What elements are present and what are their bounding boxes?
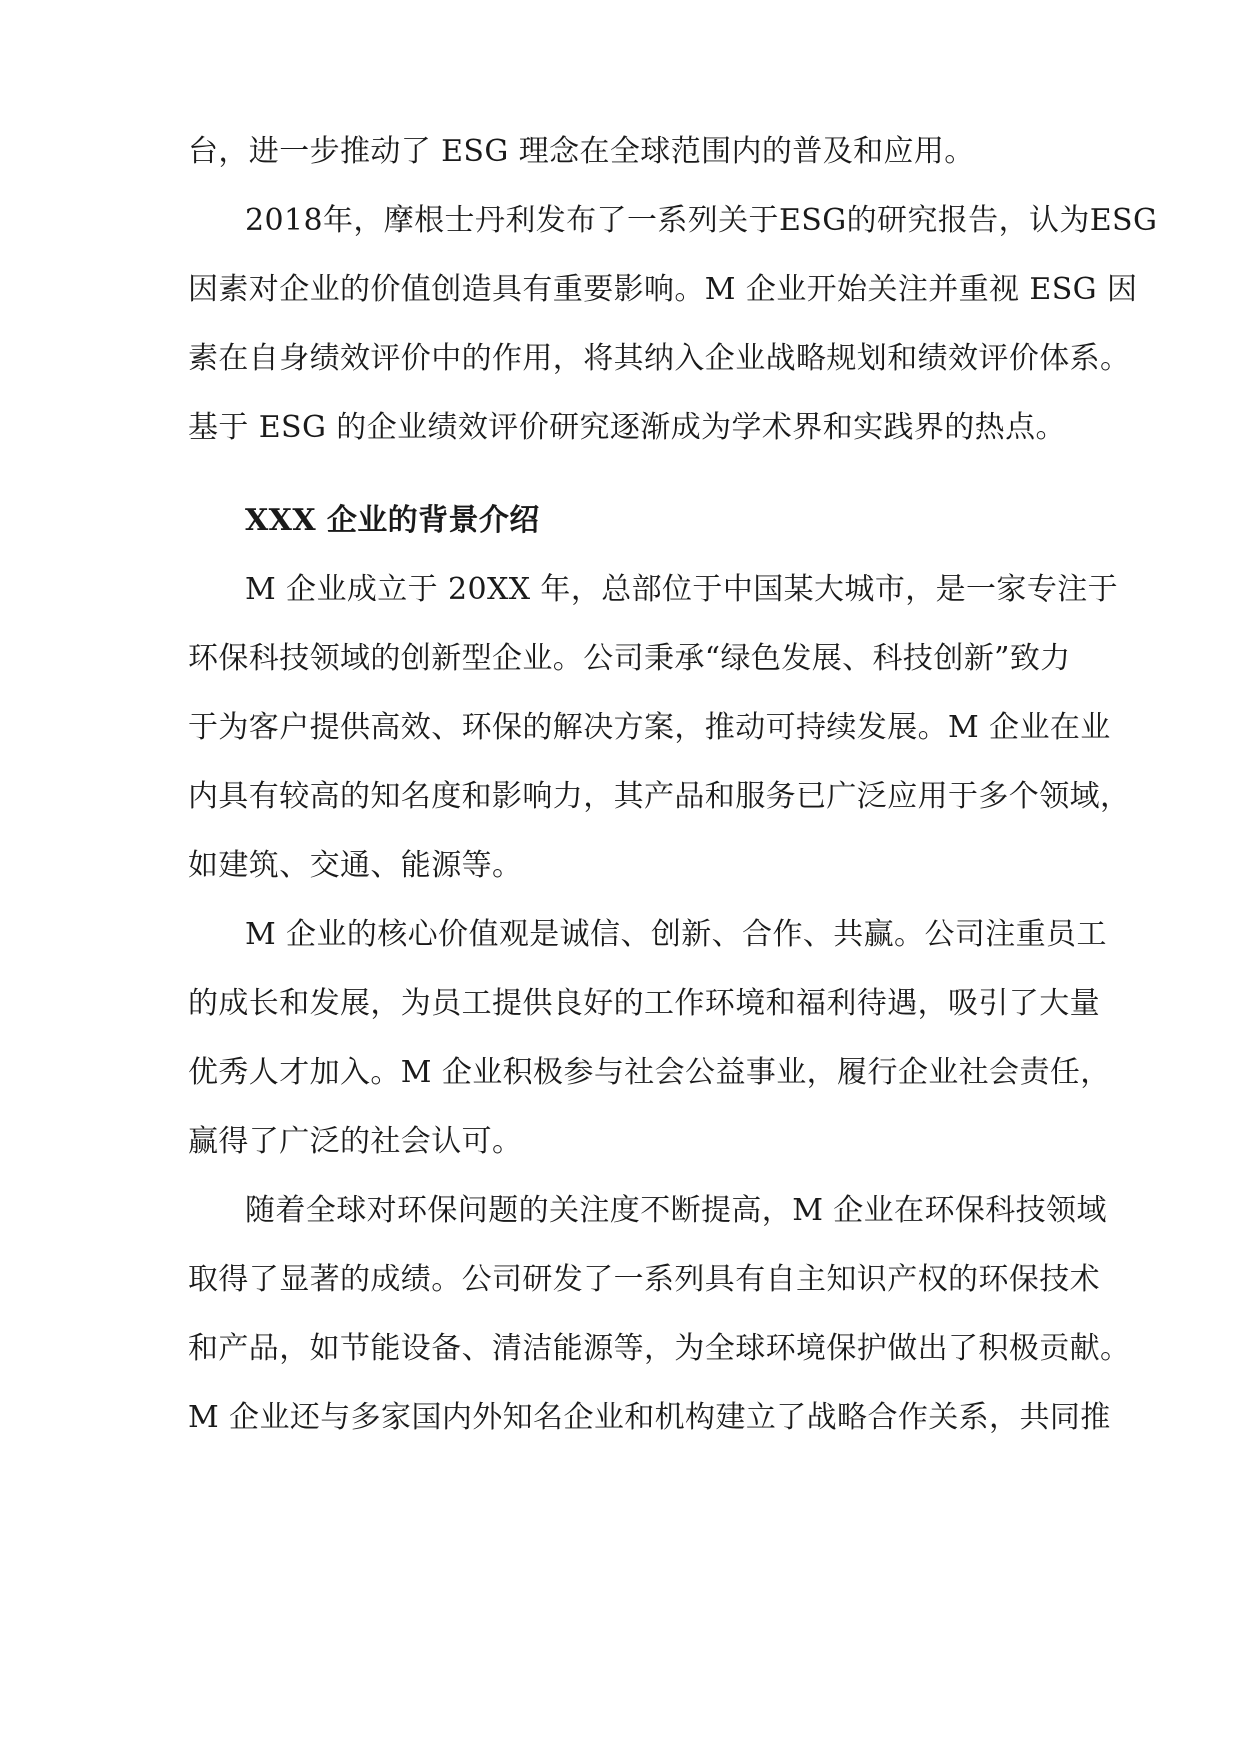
text-line: 基于 ESG 的企业绩效评价研究逐渐成为学术界和实践界的热点。 bbox=[188, 410, 1066, 445]
text-line: M 企业成立于 20XX 年，总部位于中国某大城市，是一家专注于 bbox=[245, 572, 1119, 607]
text-line: 2018年，摩根士丹利发布了一系列关于ESG的研究报告，认为ESG bbox=[245, 203, 1158, 238]
text-line: 因素对企业的价值创造具有重要影响。M 企业开始关注并重视 ESG 因 bbox=[188, 272, 1138, 307]
text-line: M 企业还与多家国内外知名企业和机构建立了战略合作关系，共同推 bbox=[188, 1400, 1111, 1435]
text-line: 内具有较高的知名度和影响力，其产品和服务已广泛应用于多个领域， bbox=[188, 779, 1131, 814]
text-line: 随着全球对环保问题的关注度不断提高，M 企业在环保科技领域 bbox=[245, 1193, 1107, 1228]
text-line: 台，进一步推动了 ESG 理念在全球范围内的普及和应用。 bbox=[188, 134, 975, 169]
text-line: M 企业的核心价值观是诚信、创新、合作、共赢。公司注重员工 bbox=[245, 917, 1107, 952]
text-line: 赢得了广泛的社会认可。 bbox=[188, 1124, 523, 1159]
text-line: 取得了显著的成绩。公司研发了一系列具有自主知识产权的环保技术 bbox=[188, 1262, 1100, 1297]
text-line: 素在自身绩效评价中的作用，将其纳入企业战略规划和绩效评价体系。 bbox=[188, 341, 1131, 376]
section-heading: XXX 企业的背景介绍 bbox=[245, 503, 540, 538]
text-line: 环保科技领域的创新型企业。公司秉承“绿色发展、科技创新”致力 bbox=[188, 641, 1071, 676]
text-line: 和产品，如节能设备、清洁能源等，为全球环境保护做出了积极贡献。 bbox=[188, 1331, 1131, 1366]
text-line: 的成长和发展，为员工提供良好的工作环境和福利待遇，吸引了大量 bbox=[188, 986, 1100, 1021]
text-line: 于为客户提供高效、环保的解决方案，推动可持续发展。M 企业在业 bbox=[188, 710, 1111, 745]
text-line: 如建筑、交通、能源等。 bbox=[188, 848, 523, 883]
text-line: 优秀人才加入。M 企业积极参与社会公益事业，履行企业社会责任， bbox=[188, 1055, 1111, 1090]
